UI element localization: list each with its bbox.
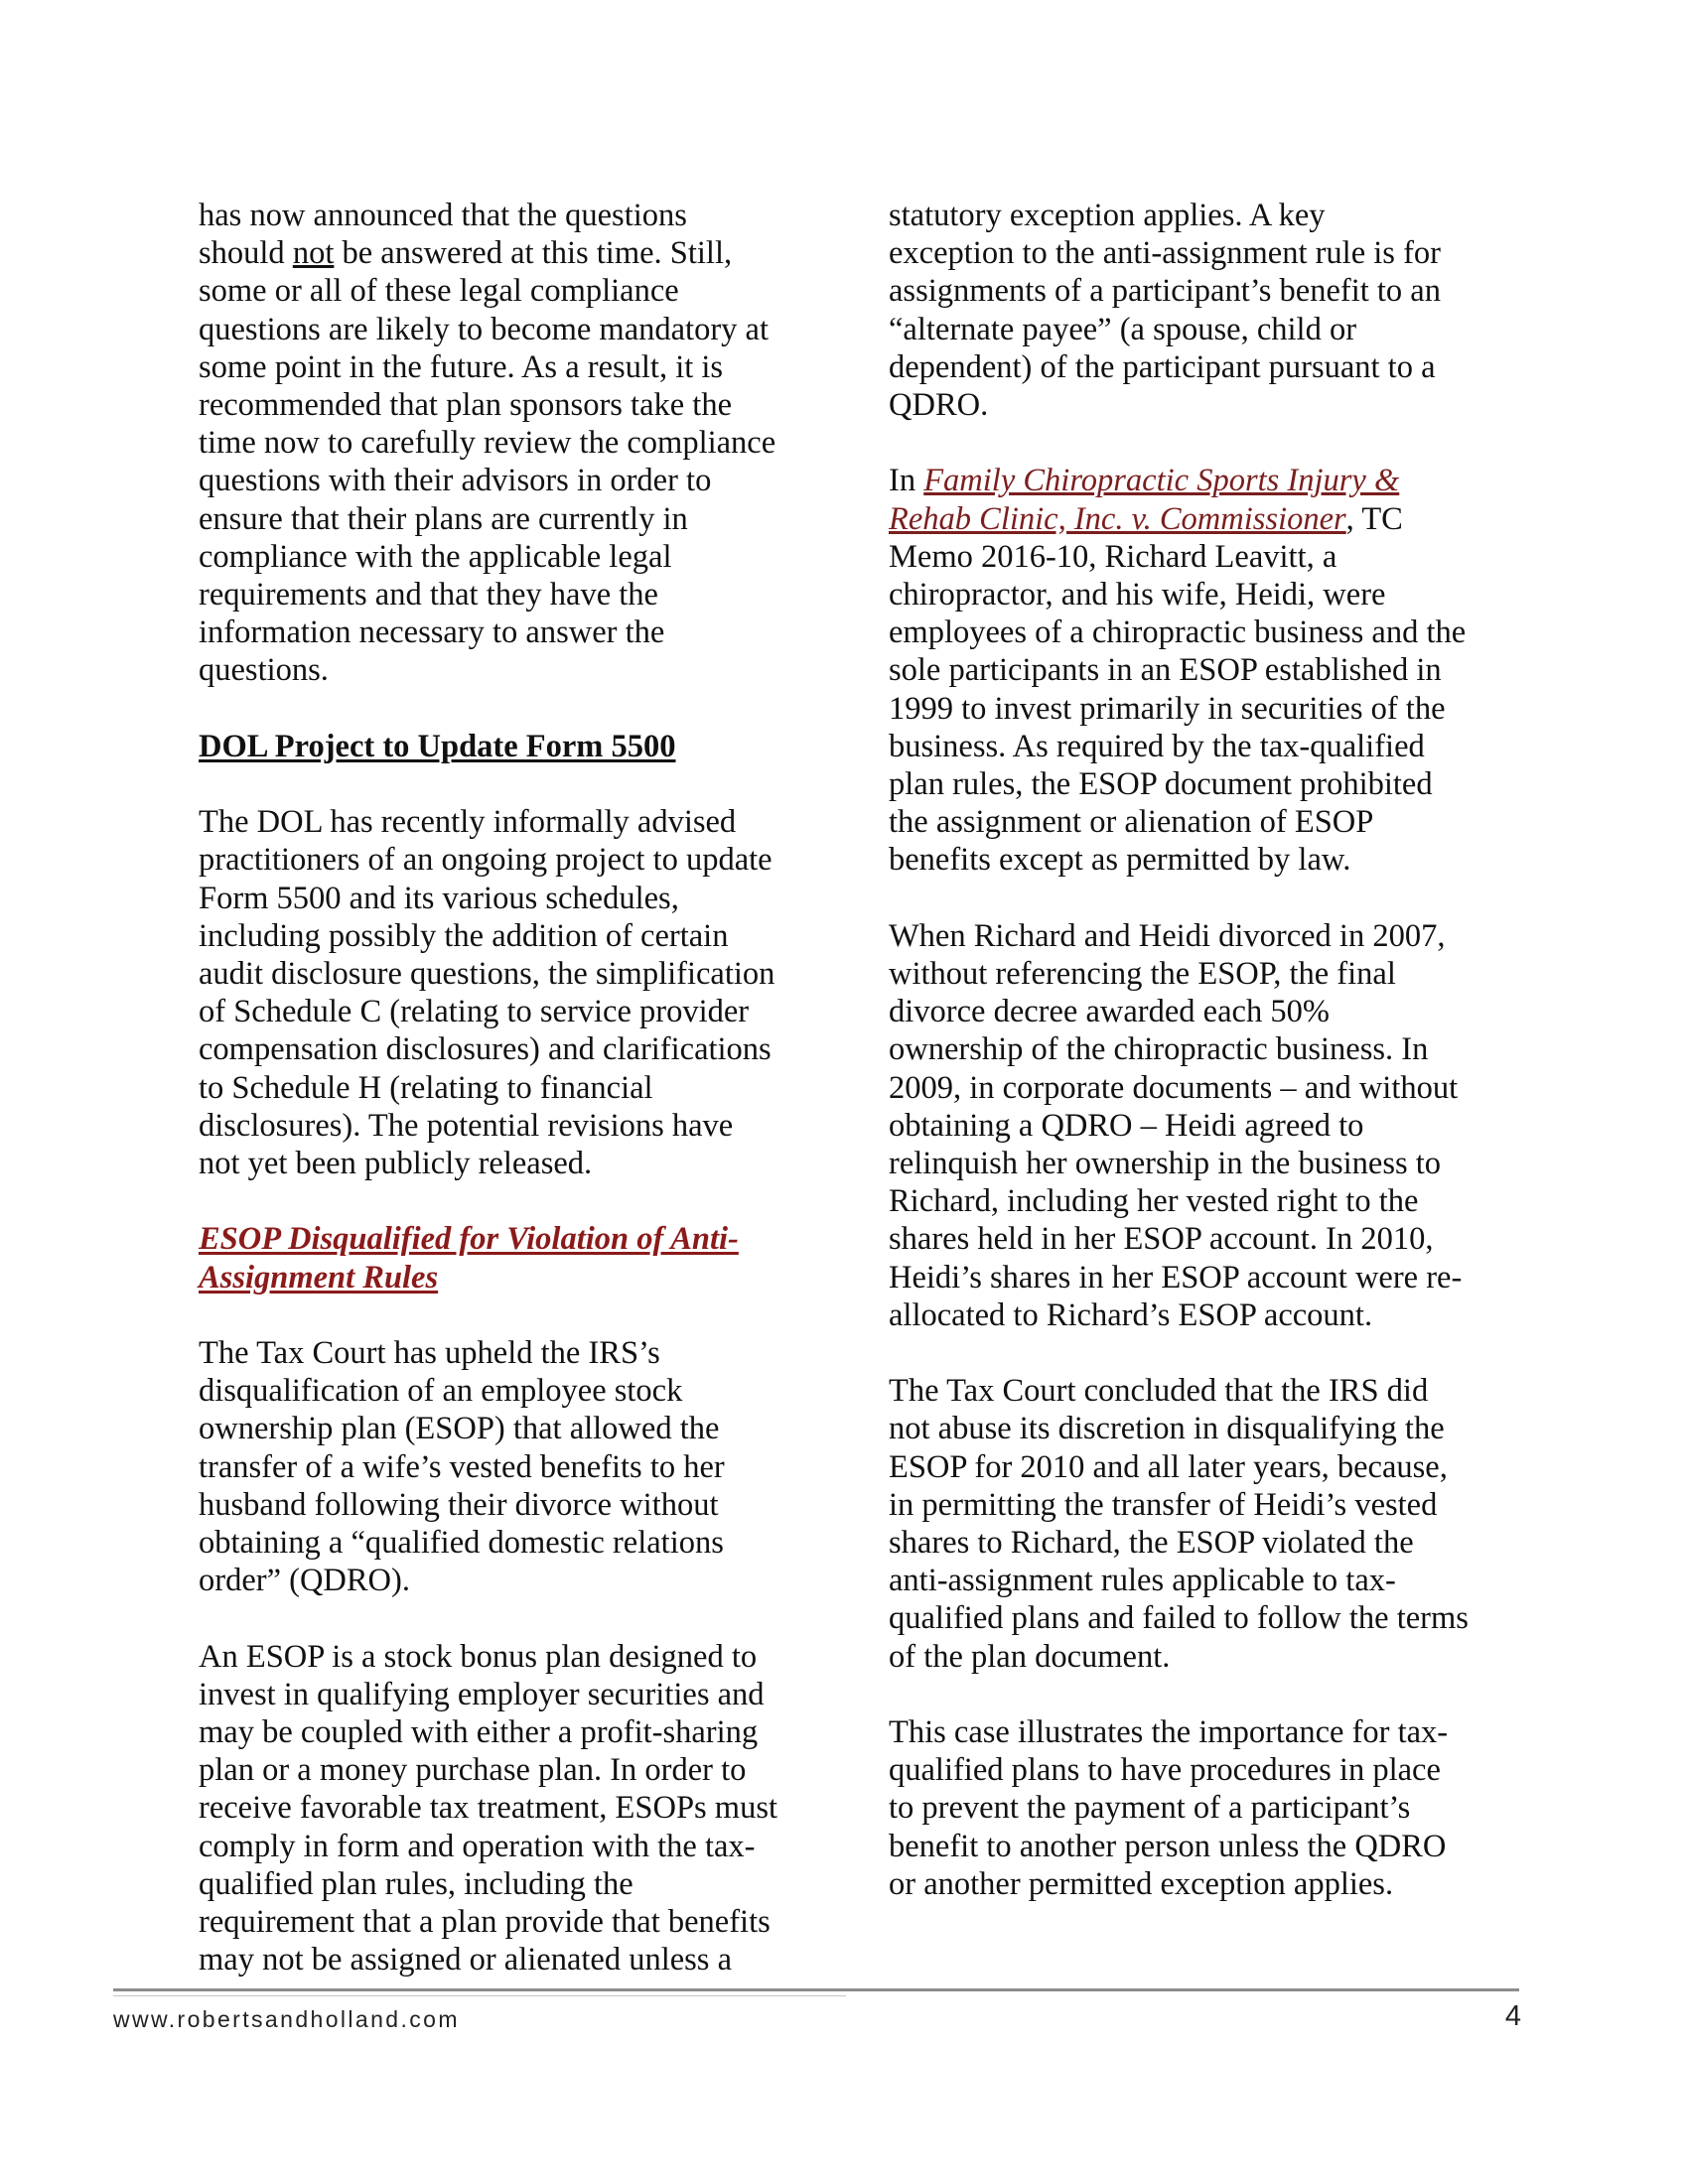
tax-court-paragraph	[199, 1334, 834, 1599]
text-line: ownership of the chiropractic business. In	[889, 1031, 1429, 1068]
text-line: may not be assigned or alienated unless a	[199, 1942, 732, 1979]
text-line: recommended that plan sponsors take the	[199, 387, 732, 424]
text-line: shares to Richard, the ESOP violated the	[889, 1525, 1414, 1562]
case-name-link[interactable]: Family Chiropractic Sports Injury &	[923, 463, 1400, 499]
text-line: divorce decree awarded each 50%	[889, 994, 1330, 1030]
text-line: some or all of these legal compliance	[199, 273, 679, 310]
left-column	[199, 197, 834, 2017]
text-line	[889, 500, 1504, 538]
right-column	[889, 197, 1504, 1941]
text-line: order” (QDRO).	[199, 1563, 410, 1599]
text-line: benefit to another person unless the QDRO	[889, 1828, 1447, 1864]
text-line: compliance with the applicable legal	[199, 538, 672, 575]
text-line: to Schedule H (relating to financial	[199, 1069, 653, 1106]
text-line: chiropractor, and his wife, Heidi, were	[889, 577, 1386, 614]
text-line: Richard, including her vested right to the	[889, 1183, 1419, 1220]
footer-divider-shadow	[113, 1995, 846, 1996]
text-line: practitioners of an ongoing project to update	[199, 842, 773, 879]
text-fragment: should	[199, 235, 293, 272]
text-line: business. As required by the tax-qualified	[889, 728, 1425, 764]
text-line: ESOP for 2010 and all later years, because,	[889, 1448, 1448, 1485]
text-line: qualified plan rules, including the	[199, 1865, 633, 1902]
text-fragment: , TC	[1345, 500, 1403, 537]
text-line: not abuse its discretion in disqualifying the	[889, 1411, 1445, 1447]
text-line: questions.	[199, 652, 329, 689]
divorce-paragraph	[889, 917, 1504, 1334]
text-line: ownership plan (ESOP) that allowed the	[199, 1411, 720, 1447]
text-line: statutory exception applies. A key	[889, 198, 1326, 233]
text-line: This case illustrates the importance for tax-	[889, 1714, 1449, 1751]
text-line: including possibly the addition of certain	[199, 917, 729, 954]
text-line: The Tax Court has upheld the IRS’s	[199, 1335, 660, 1372]
text-line: 2009, in corporate documents – and without	[889, 1069, 1459, 1106]
text-line: plan rules, the ESOP document prohibited	[889, 766, 1433, 803]
esop-definition-paragraph	[199, 1638, 834, 1979]
text-line: invest in qualifying employer securities and	[199, 1676, 765, 1712]
emphasis-not: not	[292, 235, 335, 272]
text-line: QDRO.	[889, 387, 989, 424]
text-line: or another permitted exception applies.	[889, 1865, 1394, 1902]
text-line: to prevent the payment of a participant’s	[889, 1790, 1411, 1827]
text-line: the assignment or alienation of ESOP	[889, 804, 1374, 841]
text-line: in permitting the transfer of Heidi’s vested	[889, 1486, 1438, 1523]
text-fragment: In	[889, 463, 924, 499]
text-line: disclosures). The potential revisions have	[199, 1107, 734, 1144]
text-line: disqualification of an employee stock	[199, 1373, 683, 1410]
text-line: An ESOP is a stock bonus plan designed to	[199, 1638, 758, 1675]
text-line: plan or a money purchase plan. In order to	[199, 1752, 747, 1789]
text-line: receive favorable tax treatment, ESOPs must	[199, 1790, 778, 1827]
text-line: “alternate payee” (a spouse, child or	[889, 311, 1357, 347]
text-line: some point in the future. As a result, it is	[199, 348, 724, 385]
esop-section-heading	[199, 1220, 834, 1296]
text-line: assignments of a participant’s benefit to an	[889, 273, 1441, 310]
text-line	[199, 234, 834, 272]
text-line: When Richard and Heidi divorced in 2007,	[889, 917, 1446, 954]
text-line: compensation disclosures) and clarifications	[199, 1031, 772, 1068]
dol-paragraph	[199, 803, 834, 1182]
text-line: may be coupled with either a profit-sharing	[199, 1714, 759, 1751]
text-line: Memo 2016-10, Richard Leavitt, a	[889, 538, 1337, 575]
text-line: allocated to Richard’s ESOP account.	[889, 1297, 1373, 1333]
text-line: transfer of a wife’s vested benefits to her	[199, 1448, 725, 1485]
text-line: information necessary to answer the	[199, 614, 665, 651]
text-line: The Tax Court concluded that the IRS did	[889, 1373, 1429, 1410]
text-line: benefits except as permitted by law.	[889, 842, 1351, 879]
text-line: relinquish her ownership in the business to	[889, 1146, 1442, 1182]
text-line: ensure that their plans are currently in	[199, 500, 688, 537]
text-line: obtaining a “qualified domestic relations	[199, 1525, 724, 1562]
text-line: audit disclosure questions, the simplification	[199, 956, 775, 993]
footer-website-url[interactable]: www.robertsandholland.com	[113, 2006, 460, 2032]
text-line: qualified plans and failed to follow the terms	[889, 1600, 1469, 1637]
text-line: time now to carefully review the compliance	[199, 425, 776, 462]
text-line	[889, 462, 1504, 499]
text-line: employees of a chiropractic business and the	[889, 614, 1467, 651]
text-line: 1999 to invest primarily in securities of the	[889, 690, 1446, 727]
case-paragraph	[889, 462, 1504, 879]
text-line: obtaining a QDRO – Heidi agreed to	[889, 1107, 1364, 1144]
text-line: dependent) of the participant pursuant to a	[889, 348, 1436, 385]
text-line: anti-assignment rules applicable to tax-	[889, 1563, 1396, 1599]
section-heading: DOL Project to Update Form 5500	[199, 728, 676, 764]
dol-section-heading	[199, 728, 834, 765]
text-line: of the plan document.	[889, 1638, 1171, 1675]
intro-paragraph	[199, 197, 834, 690]
page-number: 4	[1504, 2000, 1521, 2032]
text-line: of Schedule C (relating to service provider	[199, 994, 750, 1030]
text-line: husband following their divorce without	[199, 1486, 719, 1523]
text-line: comply in form and operation with the tax-	[199, 1828, 756, 1864]
footer-divider	[113, 1988, 1519, 1991]
conclusion-paragraph	[889, 1372, 1504, 1676]
text-line: Form 5500 and its various schedules,	[199, 880, 679, 916]
text-line: requirement that a plan provide that benefits	[199, 1904, 771, 1941]
text-line: requirements and that they have the	[199, 577, 658, 614]
illustrates-paragraph	[889, 1713, 1504, 1903]
continuation-paragraph	[889, 197, 1504, 424]
case-name-link[interactable]: Rehab Clinic, Inc. v. Commissioner	[889, 500, 1346, 537]
text-line: not yet been publicly released.	[199, 1146, 593, 1182]
text-line: Heidi’s shares in her ESOP account were re-	[889, 1259, 1463, 1296]
text-line: The DOL has recently informally advised	[199, 804, 737, 841]
text-line: has now announced that the questions	[199, 198, 687, 233]
text-line: exception to the anti-assignment rule is for	[889, 235, 1441, 272]
text-line: questions are likely to become mandatory at	[199, 311, 769, 347]
text-line: questions with their advisors in order to	[199, 463, 712, 499]
text-fragment: be answered at this time. Still,	[334, 235, 733, 272]
section-heading-line: ESOP Disqualified for Violation of Anti-	[199, 1221, 739, 1258]
text-line: without referencing the ESOP, the final	[889, 956, 1396, 993]
text-line: qualified plans to have procedures in place	[889, 1752, 1441, 1789]
section-heading-line: Assignment Rules	[199, 1259, 439, 1296]
text-line: shares held in her ESOP account. In 2010,	[889, 1221, 1434, 1258]
text-line: sole participants in an ESOP established in	[889, 652, 1442, 689]
